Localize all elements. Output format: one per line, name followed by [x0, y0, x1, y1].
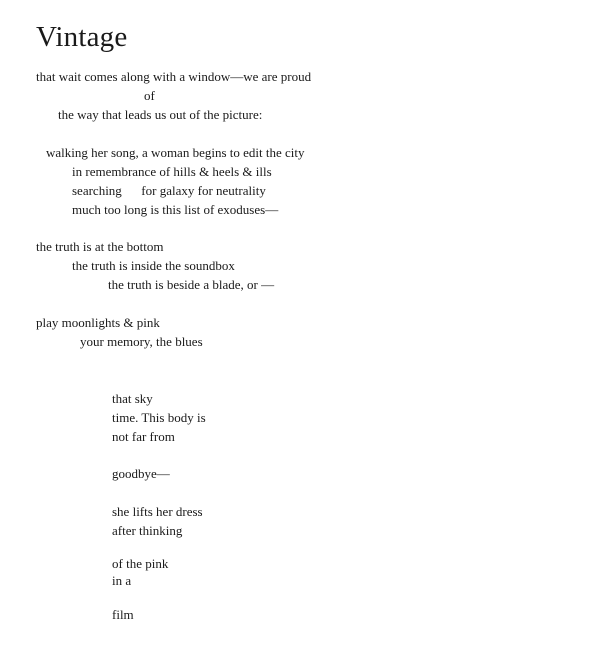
poem-line: play moonlights & pink	[36, 315, 160, 330]
poem-line: she lifts her dress	[112, 504, 203, 519]
poem-line: the truth is beside a blade, or —	[108, 277, 275, 292]
poem-line: of the pink	[112, 556, 169, 571]
poem-line: time. This body is	[112, 410, 206, 425]
poem-line: that sky	[112, 391, 153, 406]
poem-line: searching for galaxy for neutrality	[72, 183, 266, 198]
poem-line: in remembrance of hills & heels & ills	[72, 164, 272, 179]
poem-line: film	[112, 607, 134, 622]
poem-line: the truth is inside the soundbox	[72, 258, 235, 273]
poem-line: after thinking	[112, 523, 183, 538]
poem-line: of	[144, 88, 155, 103]
poem-line: the way that leads us out of the picture:	[58, 107, 263, 122]
poem-line: that wait comes along with a window—we are proud	[36, 69, 312, 84]
poem-line: not far from	[112, 429, 175, 444]
poem-line: much too long is this list of exoduses—	[72, 202, 279, 217]
poem-line: in a	[112, 573, 132, 588]
poem-line: your memory, the blues	[80, 334, 203, 349]
poem-line: walking her song, a woman begins to edit the city	[46, 145, 305, 160]
poem-line: the truth is at the bottom	[36, 239, 164, 254]
poem-line: goodbye—	[112, 466, 170, 481]
poem-title: Vintage	[36, 21, 128, 53]
